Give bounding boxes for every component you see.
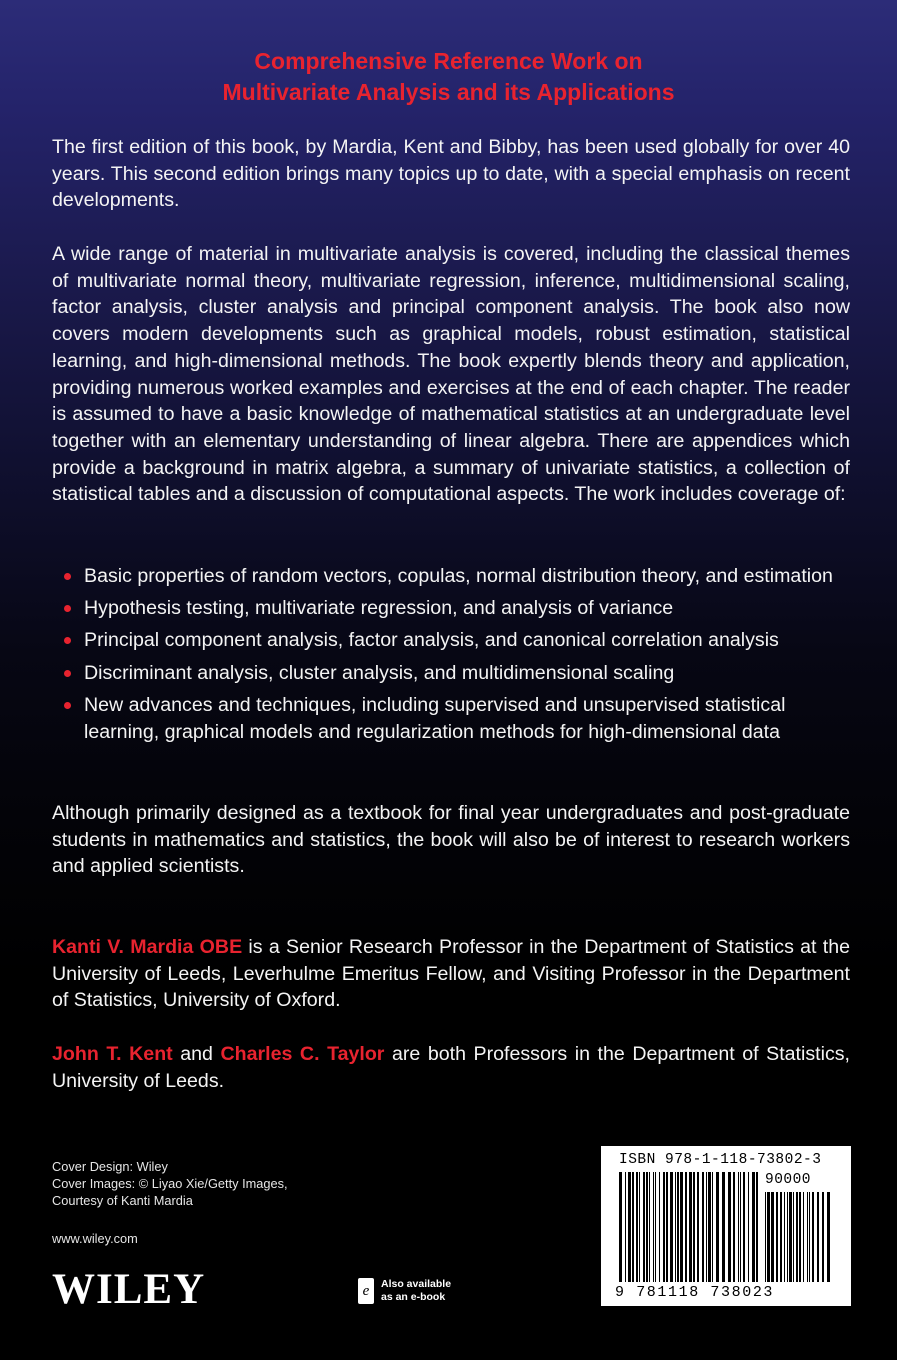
barcode-bar (809, 1192, 810, 1282)
credit-line-images: Cover Images: © Liyao Xie/Getty Images, (52, 1176, 288, 1191)
barcode-bar (666, 1172, 668, 1282)
coverage-list (52, 563, 850, 751)
list-item-text: New advances and techniques, including supervised and unsupervised statistical learning, graphical models and regularization methods for high-dimensional data (84, 693, 786, 743)
barcode-bar (733, 1172, 735, 1282)
list-item (52, 660, 850, 687)
audience-paragraph: Although primarily designed as a textbook for final year undergraduates and post-graduate students in mathematics and statistics, the book will also be of interest to research workers and applied scientists. (52, 802, 850, 878)
barcode-bar (799, 1192, 801, 1282)
barcode-bar (728, 1172, 731, 1282)
barcode-bar (706, 1172, 707, 1282)
barcode-bar (677, 1172, 679, 1282)
barcode-bar (636, 1172, 638, 1282)
barcode-bar (625, 1172, 626, 1282)
list-item-text: Discriminant analysis, cluster analysis, and multidimensional scaling (84, 661, 675, 684)
barcode-bar (765, 1192, 766, 1282)
bullet-dot-icon (64, 702, 71, 709)
credit-line-design: Cover Design: Wiley (52, 1159, 168, 1174)
barcode-bars (601, 1146, 851, 1306)
bullet-dot-icon (64, 670, 71, 677)
publisher-logo: WILEY (52, 1266, 206, 1313)
isbn-number: ISBN 978-1-118-73802-3 (619, 1152, 822, 1168)
description-paragraph: A wide range of material in multivariate analysis is covered, including the classical themes of multivariate normal theory, multivariate regression, inference, multidimensional scaling, factor analysis, cluster analysis and principal component analysis. The book also now covers modern developments such as graphical models, robust estimation, statistical learning, and high-dimensional methods. The book expertly blends theory and application, providing numerous worked examples and exercises at the end of each chapter. The reader is assumed to have a basic knowledge of mathematical statistics at an undergraduate level together with an elementary understanding of linear algebra. There are appendices which provide a background in matrix algebra, a summary of univariate statistics, a collection of statistical tables and a discussion of computational aspects. The work includes coverage of: (52, 243, 850, 506)
barcode-bar (675, 1172, 676, 1282)
barcode-bar (712, 1172, 713, 1282)
barcode-bar (685, 1172, 687, 1282)
barcode-bar (793, 1192, 794, 1282)
list-item (52, 563, 850, 590)
author-bio-text: are both Professors in the Department of Statistics, University of Leeds. (52, 1043, 850, 1092)
headline-line-2: Multivariate Analysis and its Applications (222, 79, 675, 105)
bullet-dot-icon (64, 573, 71, 580)
publisher-website: www.wiley.com (52, 1231, 138, 1246)
author-name-mardia: Kanti V. Mardia OBE (52, 936, 243, 958)
barcode-bar (702, 1172, 704, 1282)
barcode-bar (722, 1172, 725, 1282)
author-connector: and (172, 1043, 221, 1065)
price-code: 90000 (765, 1172, 812, 1188)
list-item (52, 692, 850, 745)
barcode-bar (670, 1172, 673, 1282)
barcode-bar (697, 1172, 699, 1282)
barcode-bar (639, 1172, 640, 1282)
barcode-bar (789, 1192, 792, 1282)
barcode-bar (655, 1172, 656, 1282)
author-bio-text: is a Senior Research Professor in the Department of Statistics at the University of Leeds, Leverhulme Emeritus Fellow, and Visiting Professor in the Department of Statistics, University of Oxford. (52, 936, 850, 1012)
barcode-bar (653, 1172, 654, 1282)
barcode-bar (776, 1192, 778, 1282)
author-bio-mardia (52, 934, 850, 1014)
author-name-taylor: Charles C. Taylor (220, 1043, 385, 1065)
barcode-bar (693, 1172, 695, 1282)
barcode-bar (743, 1172, 745, 1282)
barcode-bar (738, 1172, 739, 1282)
barcode-bar (689, 1172, 692, 1282)
barcode-bar (787, 1192, 788, 1282)
ebook-text (381, 1278, 451, 1304)
isbn-barcode (601, 1146, 851, 1306)
barcode-bar (740, 1172, 741, 1282)
barcode-bar (680, 1172, 683, 1282)
barcode-bar (716, 1172, 719, 1282)
credit-line-courtesy: Courtesy of Kanti Mardia (52, 1193, 193, 1208)
barcode-bar (827, 1192, 830, 1282)
author-bio-kent-taylor (52, 1041, 850, 1094)
bullet-dot-icon (64, 605, 71, 612)
barcode-bar (784, 1192, 785, 1282)
barcode-bar (796, 1192, 798, 1282)
cover-credits (52, 1158, 288, 1209)
bullet-dot-icon (64, 637, 71, 644)
barcode-bar (771, 1192, 774, 1282)
barcode-bar (649, 1172, 650, 1282)
ebook-line-2: as an e-book (381, 1291, 446, 1303)
barcode-bar (756, 1172, 758, 1282)
barcode-bar (767, 1192, 770, 1282)
ebook-notice (358, 1278, 451, 1304)
headline (0, 46, 897, 108)
ebook-icon: e (358, 1278, 374, 1304)
barcode-bar (748, 1172, 749, 1282)
barcode-bar (822, 1192, 824, 1282)
barcode-bar (812, 1192, 814, 1282)
barcode-bar (663, 1172, 665, 1282)
list-item-text: Hypothesis testing, multivariate regression, and analysis of variance (84, 597, 674, 620)
barcode-bar (803, 1192, 804, 1282)
barcode-bar (643, 1172, 645, 1282)
barcode-bar (659, 1172, 660, 1282)
barcode-bar (708, 1172, 711, 1282)
headline-line-1: Comprehensive Reference Work on (254, 48, 643, 74)
list-item-text: Basic properties of random vectors, copulas, normal distribution theory, and estimation (84, 565, 833, 587)
barcode-bar (780, 1192, 782, 1282)
barcode-bar (807, 1192, 808, 1282)
barcode-bar (619, 1172, 622, 1282)
list-item (52, 595, 850, 622)
barcode-bar (632, 1172, 634, 1282)
author-name-kent: John T. Kent (52, 1043, 173, 1065)
list-item (52, 627, 850, 654)
ebook-line-1: Also available (381, 1278, 452, 1290)
list-item-text: Principal component analysis, factor analysis, and canonical correlation analysis (84, 629, 779, 652)
barcode-bar (646, 1172, 648, 1282)
barcode-digits: 9 781118 738023 (615, 1284, 775, 1301)
intro-paragraph: The first edition of this book, by Mardia, Kent and Bibby, has been used globally for over 40 years. This second edition brings many topics up to date, with a special emphasis on recent developments. (52, 136, 850, 212)
barcode-bar (817, 1192, 819, 1282)
barcode-bar (752, 1172, 755, 1282)
barcode-bar (628, 1172, 631, 1282)
